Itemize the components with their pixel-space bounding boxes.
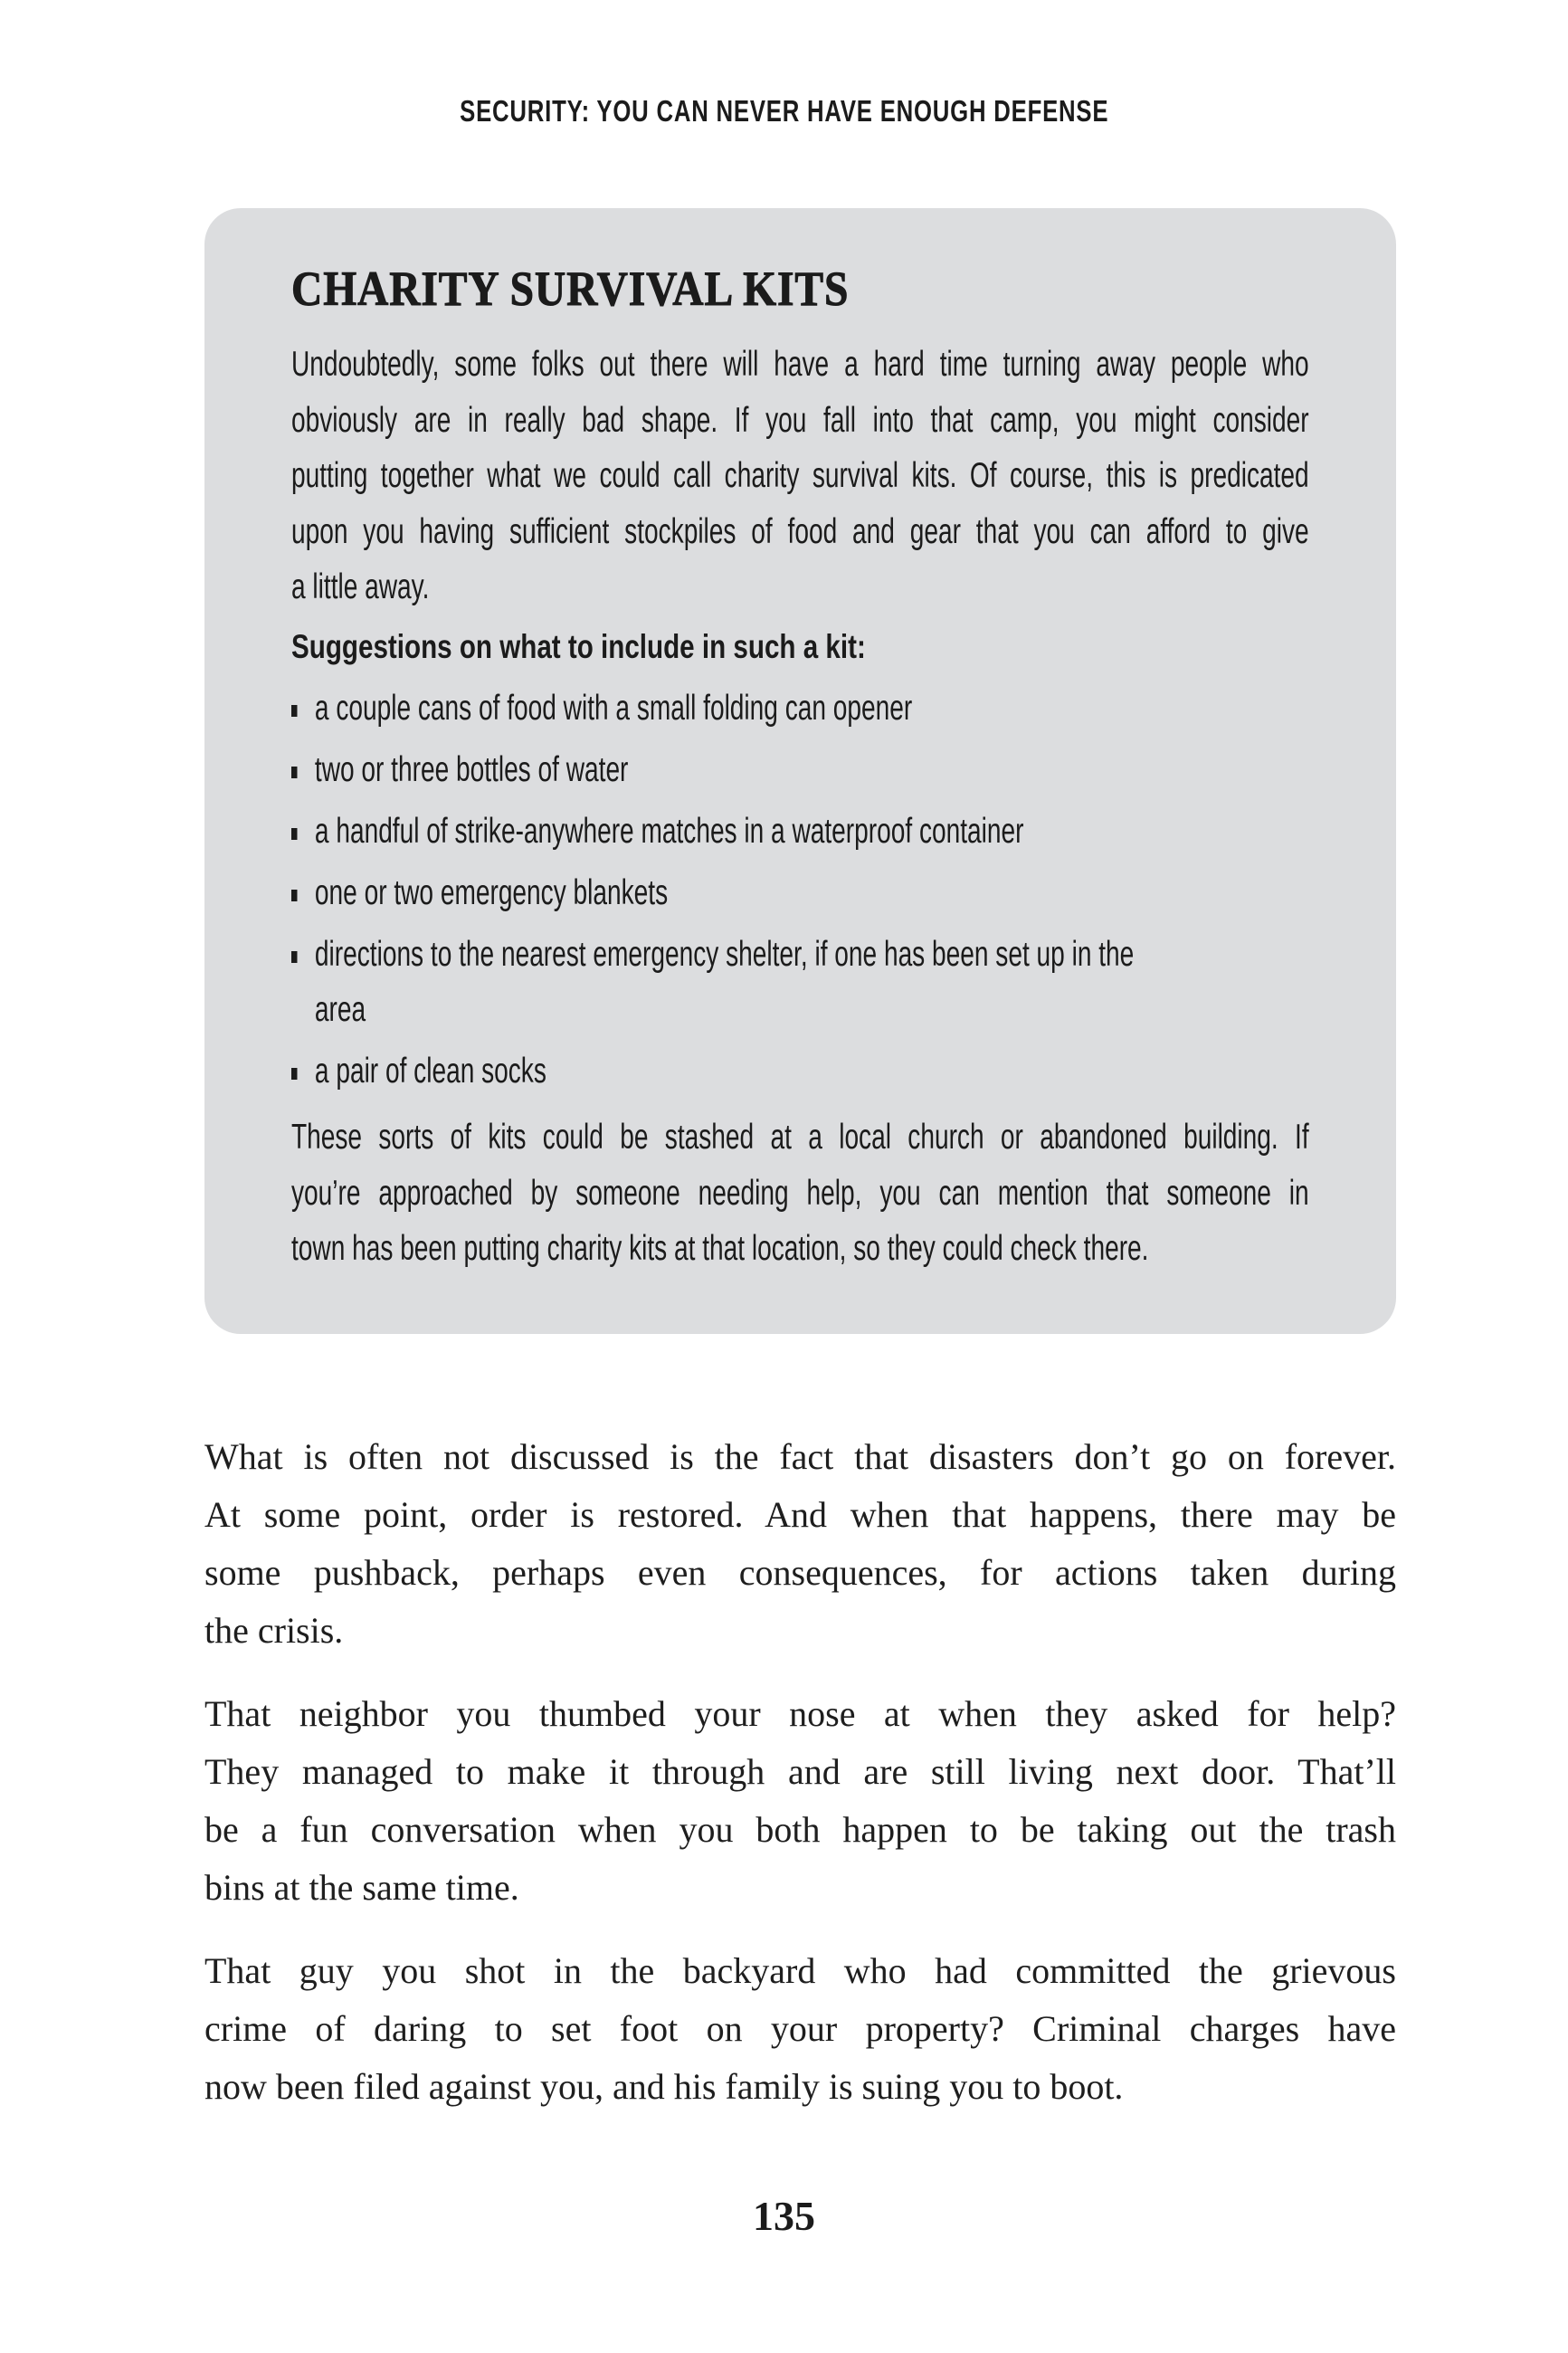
text-line: They managed to make it through and are still living next door. That’ll	[204, 1751, 1396, 1792]
list-item	[291, 804, 1134, 859]
list-item-text: directions to the nearest emergency shelter, if one has been set up in the area	[314, 935, 1135, 1029]
text-line: the crisis.	[204, 1610, 344, 1651]
bullet-icon	[291, 890, 297, 901]
list-item-text: a pair of clean socks	[314, 1052, 546, 1091]
text-line: Undoubtedly, some folks out there will have a hard time turning away people who	[291, 345, 1309, 384]
bullet-icon	[291, 705, 297, 717]
list-heading: Suggestions on what to include in such a kit:	[291, 628, 866, 665]
list-item	[291, 681, 1134, 736]
text-line: a little away.	[291, 567, 430, 606]
list-item-text: a couple cans of food with a small folding can opener	[314, 689, 913, 728]
bullet-icon	[291, 951, 297, 963]
text-line: upon you having sufficient stockpiles of food and gear that you can afford to give	[291, 511, 1309, 551]
text-line: At some point, order is restored. And when that happens, there may be	[204, 1494, 1396, 1535]
bullet-icon	[291, 828, 297, 840]
page-number: 135	[753, 2193, 815, 2239]
text-line: be a fun conversation when you both happen to be taking out the trash	[204, 1809, 1396, 1850]
text-line: you’re approached by someone needing help, you can mention that someone in	[291, 1173, 1309, 1213]
kit-list	[291, 681, 1134, 1105]
body-paragraph-1	[204, 1428, 1396, 1660]
bullet-icon	[291, 1068, 297, 1080]
list-item	[291, 742, 1134, 797]
list-item-text: a handful of strike-anywhere matches in a waterproof container	[314, 812, 1024, 851]
text-line: That guy you shot in the backyard who had committed the grievous	[204, 1950, 1396, 1991]
text-line: town has been putting charity kits at that location, so they could check there.	[291, 1229, 1149, 1268]
list-item	[291, 1043, 1134, 1099]
sidebar-closing	[291, 1110, 1309, 1277]
text-line: putting together what we could call charity survival kits. Of course, this is predicated	[291, 456, 1309, 495]
text-line: These sorts of kits could be stashed at a local church or abandoned building. If	[291, 1118, 1309, 1157]
text-line: obviously are in really bad shape. If you fall into that camp, you might consider	[291, 400, 1309, 440]
sidebar-intro	[291, 337, 1309, 615]
text-line: now been filed against you, and his family is suing you to boot.	[204, 2066, 1124, 2107]
running-header	[0, 94, 1568, 129]
body-paragraph-2	[204, 1685, 1396, 1917]
list-item	[291, 865, 1134, 920]
text-line: What is often not discussed is the fact that disasters don’t go on forever.	[204, 1436, 1396, 1477]
text-line: That neighbor you thumbed your nose at when they asked for help?	[204, 1693, 1396, 1734]
text-line: bins at the same time.	[204, 1867, 519, 1908]
text-line: some pushback, perhaps even consequences, for actions taken during	[204, 1552, 1396, 1593]
list-item-text: one or two emergency blankets	[314, 873, 669, 912]
bullet-icon	[291, 767, 297, 778]
text-line: crime of daring to set foot on your property? Criminal charges have	[204, 2008, 1396, 2049]
sidebar-title: CHARITY SURVIVAL KITS	[291, 262, 850, 316]
list-item	[291, 927, 1134, 1037]
list-item-text: two or three bottles of water	[314, 750, 629, 789]
body-paragraph-3	[204, 1942, 1396, 2116]
running-header-text: SECURITY: YOU CAN NEVER HAVE ENOUGH DEFENSE	[459, 94, 1109, 128]
